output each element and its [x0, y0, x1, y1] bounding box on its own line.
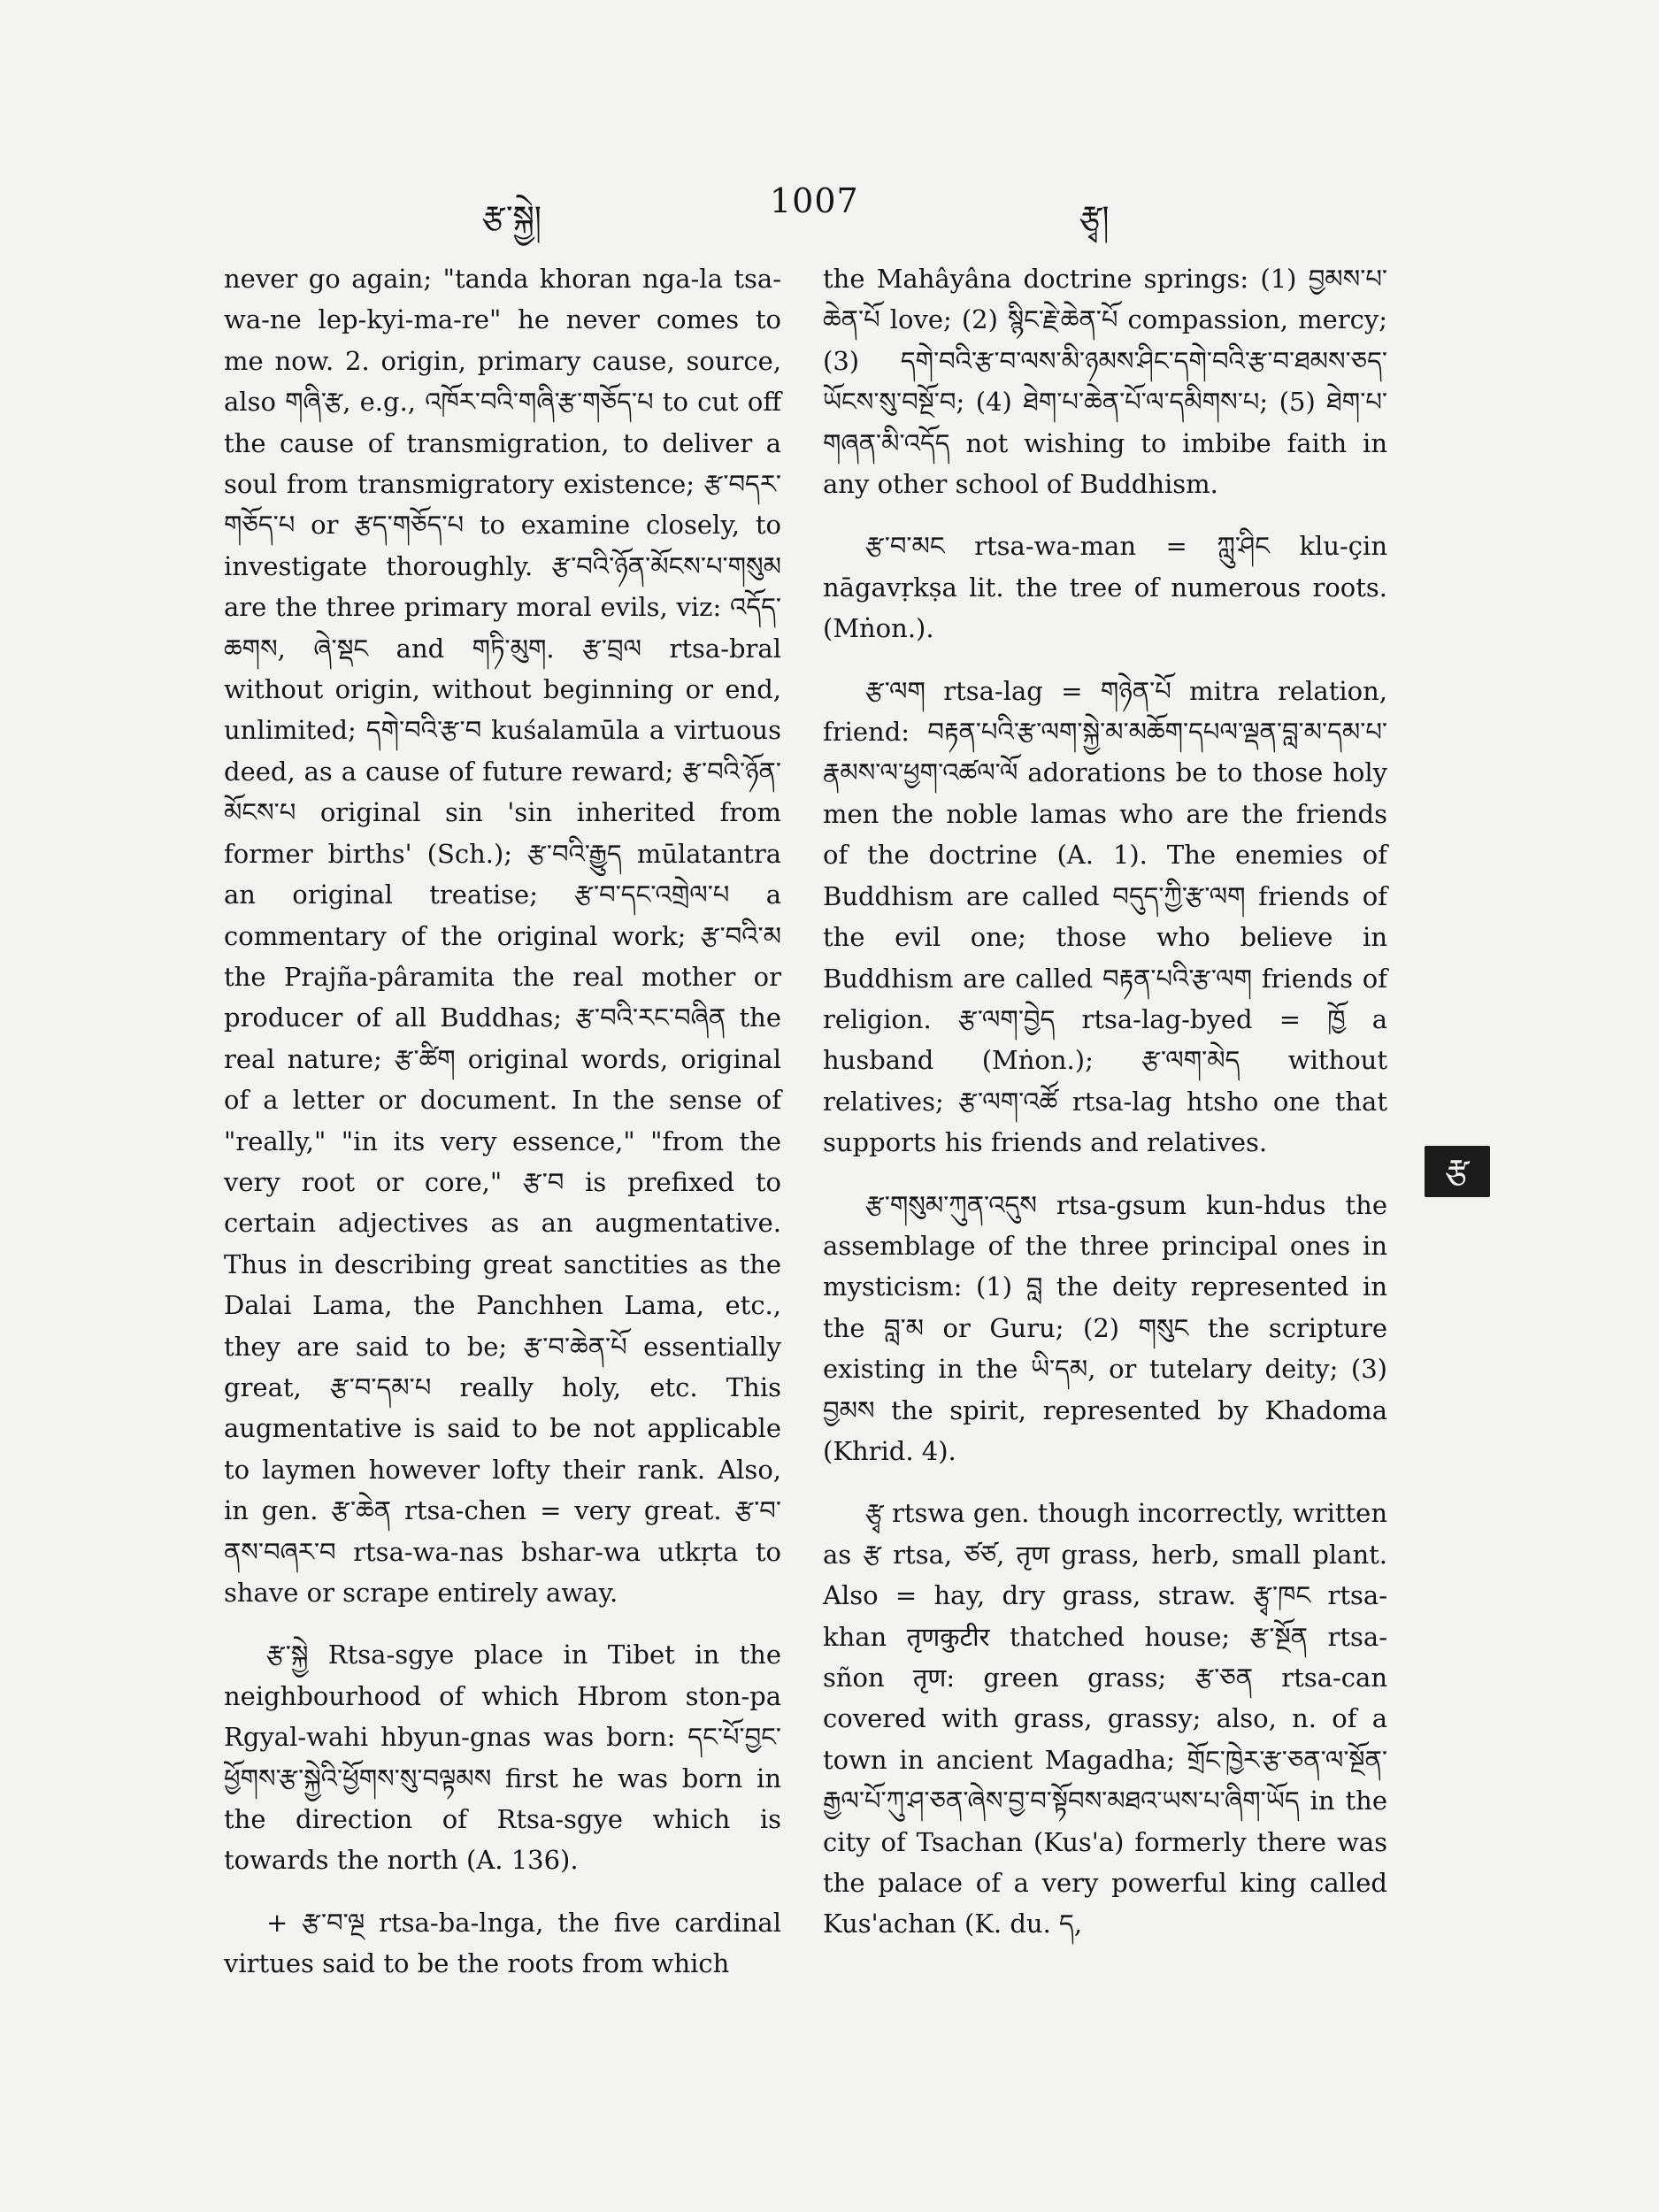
running-headword-left: རྩ་སྐྱེ། — [482, 200, 541, 236]
entry-paragraph: the Mahâyâna doctrine springs: (1) བྱམས་པ་ཆེན་པོ love; (2) སྙིང་རྗེ་ཆེན་པོ compassion, mercy; (3) དགེ་བའི་རྩ་བ་ལས་མི་ཉམས་ཤིང་དགེ་བའི་རྩ་བ་ཐམས་ཅད་ཡོངས་སུ་བསྔོ་བ; (4) ཐེག་པ་ཆེན་པོ་ལ་དམིགས་པ; (5) ཐེག་པ་གཞན་མི་འདོད not wishing to imbibe faith in any other school of Buddhism. — [823, 264, 1387, 500]
thumb-index-tab: རྩ — [1425, 1146, 1490, 1197]
left-column — [224, 258, 781, 1985]
entry-paragraph: རྩ་ལག rtsa-lag = གཉེན་པོ mitra relation, friend: བརྟན་པའི་རྩ་ལག་སྐྱེ་མ་མཆོག་དཔལ་ལྡན་བླ་མ་དམ་པ་རྣམས་ལ་ཕྱག་འཚལ་ལོ adorations be to those holy men the noble lamas who are the friends of the doctrine (A. 1). The enemies of Buddhism are called བདུད་ཀྱི་རྩ་ལག friends of the evil one; those who believe in Buddhism are called བརྟན་པའི་རྩ་ལག friends of religion. རྩ་ལག་བྱེད rtsa-lag-byed = ཁྱོ a husband (Mṅon.); རྩ་ལག་མེད without relatives; རྩ་ལག་འཚོ rtsa-lag htsho one that supports his friends and relatives. — [823, 675, 1387, 1158]
page-header — [0, 181, 1659, 234]
page-number: 1007 — [770, 181, 859, 220]
entry-paragraph: རྩྭ rtswa gen. though incorrectly, written as རྩ rtsa, ཙཙ, तृण grass, herb, small plant. Also = hay, dry grass, straw. རྩྭ་ཁང rtsa-khan तृणकुटीर thatched house; རྩ་སྔོན rtsa-sñon तृण: green grass; རྩ་ཅན rtsa-can covered with grass, grassy; also, n. of a town in ancient Magadha; གྲོང་ཁྱེར་རྩ་ཅན་ལ་སྔོན་རྒྱལ་པོ་ཀུ་ཤ་ཅན་ཞེས་བྱ་བ་སྟོབས་མཐའ་ཡས་པ་ཞིག་ཡོད in the city of Tsachan (Kus'a) formerly there was the palace of a very powerful king called Kus'achan (K. du. ད, — [823, 1498, 1387, 1939]
running-headword-right: རྩྭ། — [1079, 200, 1110, 236]
entry-paragraph: རྩ་སྐྱེ Rtsa-sgye place in Tibet in the neighbourhood of which Hbrom ston-pa Rgyal-wahi hbyun-gnas was born: དང་པོ་བྱང་ཕྱོགས་རྩ་སྐྱེའི་ཕྱོགས་སུ་བལྟམས first he was born in the direction of Rtsa-sgye which is towards the north (A. 136). — [224, 1640, 781, 1876]
entry-paragraph: རྩ་གསུམ་ཀུན་འདུས rtsa-gsum kun-hdus the assemblage of the three principal ones in mysticism: (1) བླ the deity represented in the བླ་མ or Guru; (2) གསུང the scripture existing in the ཡི་དམ, or tutelary deity; (3) བྱམས the spirit, represented by Khadoma (Khrid. 4). — [823, 1189, 1387, 1466]
right-column — [823, 258, 1387, 1945]
entry-paragraph: never go again; "tanda khoran nga-la tsa-wa-ne lep-kyi-ma-re" he never comes to me now. 2. origin, primary cause, source, also གཞི་རྩ, e.g., འཁོར་བའི་གཞི་རྩ་གཅོད་པ to cut off the cause of transmigration, to deliver a soul from transmigratory existence; རྩ་བདར་གཅོད་པ or རྩད་གཅོད་པ to examine closely, to investigate thoroughly. རྩ་བའི་ཉོན་མོངས་པ་གསུམ are the three primary moral evils, viz: འདོད་ཆགས, ཞེ་སྡང and གཏི་མུག. རྩ་བྲལ rtsa-bral without origin, without beginning or end, unlimited; དགེ་བའི་རྩ་བ kuśalamūla a virtuous deed, as a cause of future reward; རྩ་བའི་ཉོན་མོངས་པ original sin 'sin inherited from former births' (Sch.); རྩ་བའི་རྒྱུད mūlatantra an original treatise; རྩ་བ་དང་འགྲེལ་པ a commentary of the original work; རྩ་བའི་མ the Prajña-pâramita the real mother or producer of all Buddhas; རྩ་བའི་རང་བཞིན the real nature; རྩ་ཚིག original words, original of a letter or document. In the sense of "really," "in its very essence," "from the very root or core," རྩ་བ is prefixed to certain adjectives as an augmentative. Thus in describing great sanctities as the Dalai Lama, the Panchhen Lama, etc., they are said to be; རྩ་བ་ཆེན་པོ essentially great, རྩ་བ་དམ་པ really holy, etc. This augmentative is said to be not applicable to laymen however lofty their rank. Also, in gen. རྩ་ཆེན rtsa-chen = very great. རྩ་བ་ནས་བཞར་བ rtsa-wa-nas bshar-wa utkṛta to shave or scrape entirely away. — [224, 264, 781, 1608]
entry-paragraph: + རྩ་བ་ལྔ rtsa-ba-lnga, the five cardinal virtues said to be the roots from which — [224, 1907, 781, 1979]
entry-paragraph: རྩ་བ་མང rtsa-wa-man = ཀླུ་ཤིང klu-çin nāgavṛkṣa lit. the tree of numerous roots. (Mṅon.). — [823, 531, 1387, 644]
